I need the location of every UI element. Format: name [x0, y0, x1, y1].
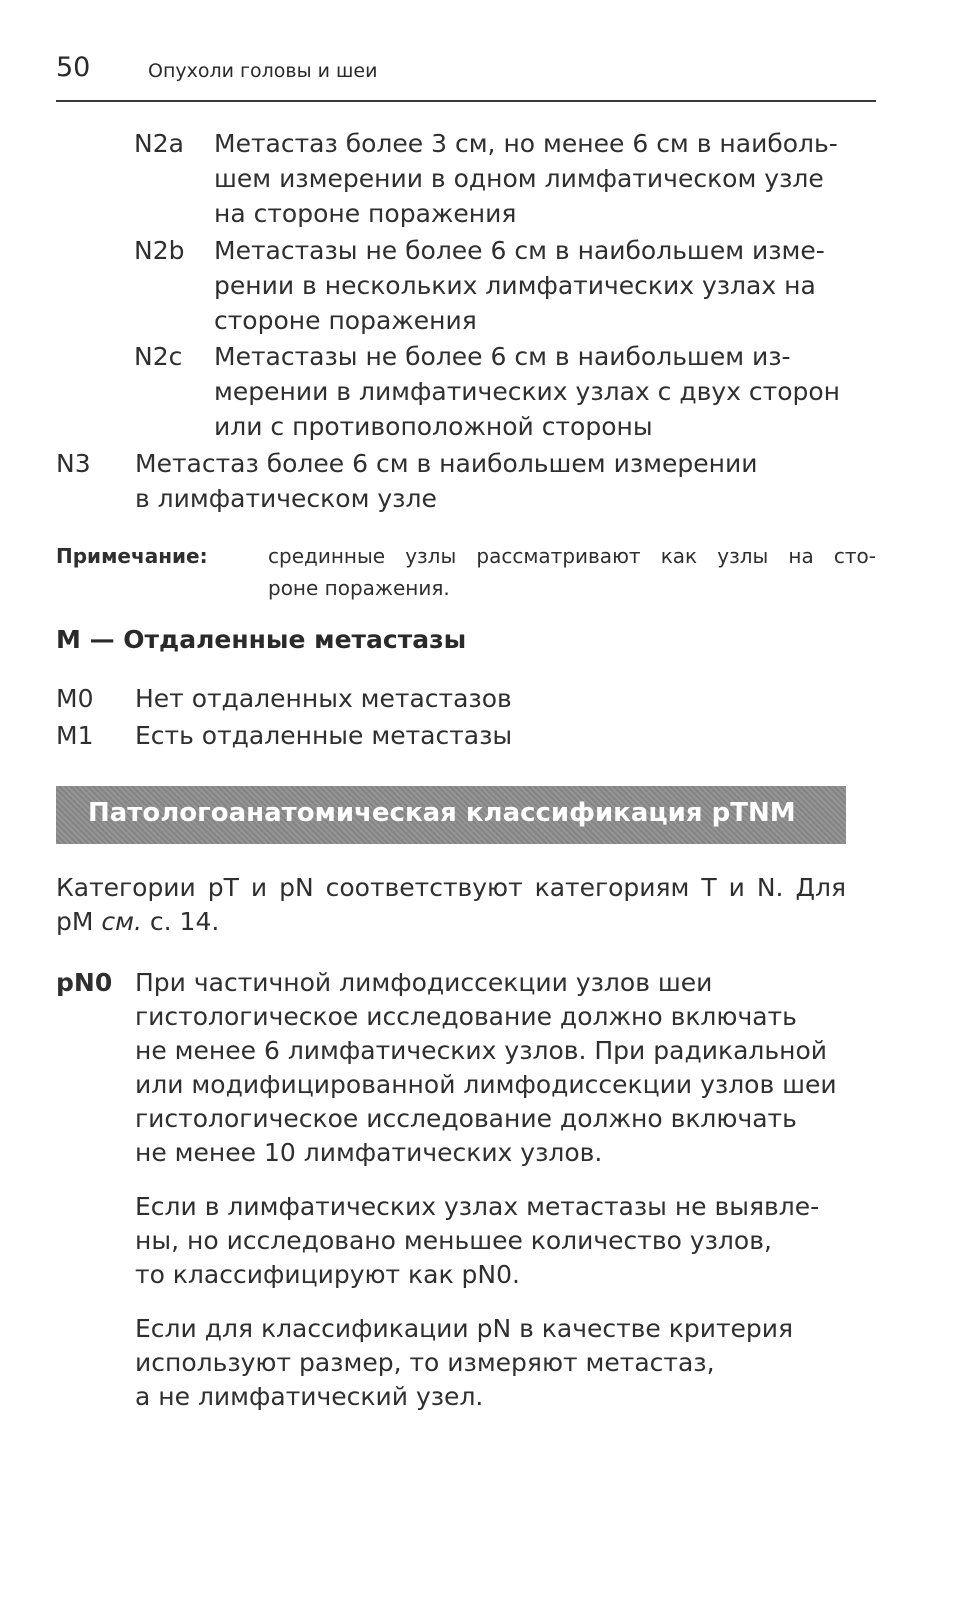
paragraph-line: не менее 10 лимфатических узлов. — [135, 1138, 603, 1167]
paragraph-line: гистологическое исследование должно включать — [135, 1104, 797, 1133]
entry-definition — [214, 126, 838, 231]
paragraph-line: а не лимфатический узел. — [135, 1382, 484, 1411]
paragraph-line: используют размер, то измеряют метастаз, — [135, 1348, 715, 1377]
pn0-code: pN0 — [56, 968, 113, 997]
m-section-heading: M — Отдаленные метастазы — [56, 625, 467, 654]
note-line: срединные узлы рассматривают как узлы на сто- — [268, 544, 876, 568]
note-line: роне поражения. — [268, 576, 450, 600]
paragraph-line: Категории pT и pN соответствуют категориям T и N. Для — [56, 873, 846, 902]
entry-definition — [135, 446, 757, 516]
paragraph-line: При частичной лимфодиссекции узлов шеи — [135, 968, 713, 997]
paragraph-line: Если для классификации pN в качестве критерия — [135, 1314, 794, 1343]
paragraph-line: Если в лимфатических узлах метастазы не выявле- — [135, 1192, 820, 1221]
definition-line: Есть отдаленные метастазы — [135, 721, 513, 750]
entry-definition — [135, 718, 512, 753]
definition-line: рении в нескольких лимфатических узлах на — [214, 271, 816, 300]
entry-definition — [214, 339, 840, 444]
definition-line: мерении в лимфатических узлах с двух сторон — [214, 377, 841, 406]
document-page — [56, 0, 876, 1600]
running-title: Опухоли головы и шеи — [148, 60, 378, 82]
paragraph-line: ны, но исследовано меньшее количество узлов, — [135, 1226, 772, 1255]
definition-line: в лимфатическом узле — [135, 484, 437, 513]
definition-line: шем измерении в одном лимфатическом узле — [214, 164, 824, 193]
paragraph-line: или модифицированной лимфодиссекции узлов шеи — [135, 1070, 837, 1099]
paragraph-line: то классифицируют как pN0. — [135, 1260, 520, 1289]
paragraph-line — [56, 905, 846, 939]
pn0-paragraph-1 — [135, 966, 837, 1170]
definition-line: Метастазы не более 6 см в наибольшем изме- — [214, 236, 825, 265]
definition-line: Метастаз более 3 см, но менее 6 см в наиболь- — [214, 129, 838, 158]
text-run: с. 14. — [141, 907, 220, 936]
note-label: Примечание: — [56, 544, 208, 568]
definition-line: Метастазы не более 6 см в наибольшем из- — [214, 342, 791, 371]
italic-reference: см. — [101, 907, 142, 936]
page-number: 50 — [56, 52, 91, 83]
pn0-paragraph-2 — [135, 1190, 876, 1292]
intro-paragraph — [56, 871, 846, 939]
paragraph-line: гистологическое исследование должно включать — [135, 1002, 797, 1031]
definition-line: на стороне поражения — [214, 199, 517, 228]
section-banner — [56, 786, 846, 844]
entry-code: N3 — [56, 449, 91, 478]
entry-code: M0 — [56, 684, 94, 713]
paragraph-line: не менее 6 лимфатических узлов. При радикальной — [135, 1036, 827, 1065]
entry-definition — [135, 681, 512, 716]
entry-code: N2b — [134, 236, 185, 265]
entry-code: N2a — [134, 129, 184, 158]
entry-code: M1 — [56, 721, 94, 750]
entry-code: N2c — [134, 342, 183, 371]
definition-line: стороне поражения — [214, 306, 477, 335]
text-run: pM — [56, 907, 102, 936]
pn0-paragraph-3 — [135, 1312, 876, 1414]
definition-line: Нет отдаленных метастазов — [135, 684, 512, 713]
banner-title: Патологоанатомическая классификация pTNM — [88, 798, 796, 828]
definition-line: Метастаз более 6 см в наибольшем измерении — [135, 449, 758, 478]
definition-line: или с противоположной стороны — [214, 412, 653, 441]
entry-definition — [214, 233, 825, 338]
page-header — [56, 48, 876, 102]
note-text — [268, 540, 876, 604]
